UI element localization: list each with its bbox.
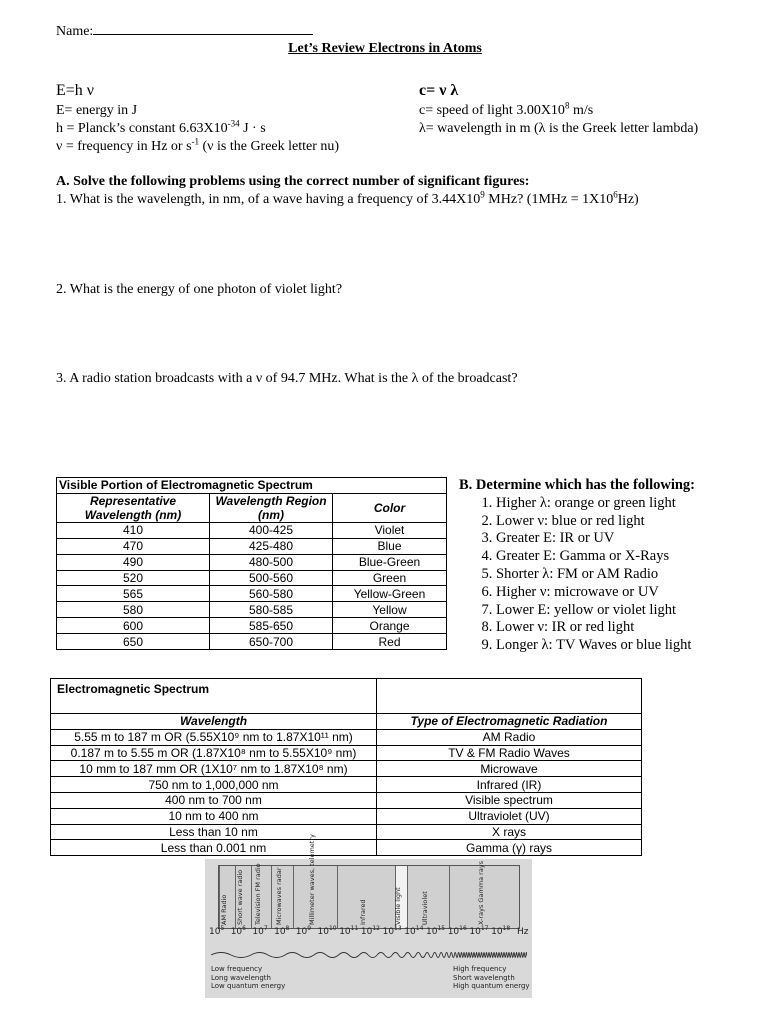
table-cell: Less than 0.001 nm xyxy=(51,840,377,856)
table-row xyxy=(51,824,642,840)
frequency-tick: $10^{15}$ xyxy=(426,925,446,937)
table-cell: 580-585 xyxy=(210,602,333,618)
table-cell: 490 xyxy=(57,554,210,570)
table-cell: 750 nm to 1,000,000 nm xyxy=(51,777,377,793)
section-b xyxy=(459,477,695,655)
frequency-tick: $10^{12}$ xyxy=(360,925,380,937)
frequency-tick: $10^{14}$ xyxy=(404,925,424,937)
name-field[interactable] xyxy=(56,22,313,40)
spectrum-band xyxy=(449,860,520,928)
table-cell: 5.55 m to 187 m OR (5.55X10⁹ nm to 1.87X10¹¹ nm) xyxy=(51,729,377,745)
wave-graphic xyxy=(211,947,527,963)
spectrum-band-label: Microwaves radar xyxy=(275,867,283,925)
spectrum-band xyxy=(235,866,252,928)
high-energy-label: Short wavelength xyxy=(453,973,515,982)
table-cell: Blue-Green xyxy=(333,554,447,570)
spectrum-band xyxy=(251,863,272,928)
visible-table-header: Wavelength Region (nm) xyxy=(210,493,333,522)
table-cell: 580 xyxy=(57,602,210,618)
visible-spectrum-table xyxy=(56,477,447,650)
energy-definition: E= energy in J xyxy=(56,103,138,118)
table-cell: Yellow xyxy=(333,602,447,618)
spectrum-band-label: X-rays Gamma rays xyxy=(477,860,485,925)
question-2: 2. What is the energy of one photon of violet light? xyxy=(56,282,343,297)
table-cell: 470 xyxy=(57,538,210,554)
speed-formula: c= ν λ xyxy=(419,82,459,99)
frequency-tick: $10^9$ xyxy=(295,925,312,937)
list-item: 8. Lower ν: IR or red light xyxy=(496,619,695,637)
table-row xyxy=(57,586,447,602)
list-item: 6. Higher ν: microwave or UV xyxy=(496,584,695,602)
table-row xyxy=(51,745,642,761)
low-energy-label: Long wavelength xyxy=(211,973,271,982)
speed-definition: c= speed of light $3.00X10^8$ m/s xyxy=(419,100,594,118)
spectrum-band-label: AM Radio xyxy=(220,894,228,925)
frequency-tick: $10^7$ xyxy=(252,925,268,937)
table-cell: 565 xyxy=(57,586,210,602)
frequency-tick: $10^{11}$ xyxy=(339,925,359,937)
unit-label: Hz xyxy=(517,927,529,937)
table-cell: Green xyxy=(333,570,447,586)
list-item: 7. Lower E: yellow or violet light xyxy=(496,602,695,620)
spectrum-band xyxy=(219,866,236,928)
table-cell: 400-425 xyxy=(210,522,333,538)
table-row xyxy=(57,538,447,554)
spectrum-band-label: Ultraviolet xyxy=(421,891,429,925)
visible-table-header: Color xyxy=(333,493,447,522)
table-cell: TV & FM Radio Waves xyxy=(377,745,642,761)
frequency-tick: $10^8$ xyxy=(274,925,290,937)
frequency-tick: $10^{17}$ xyxy=(469,925,489,937)
em-table-header: Wavelength xyxy=(51,714,377,730)
table-cell: 500-560 xyxy=(210,570,333,586)
table-cell: Gamma (γ) rays xyxy=(377,840,642,856)
table-cell: 10 mm to 187 mm OR (1X10⁷ nm to 1.87X10⁸ nm) xyxy=(51,761,377,777)
name-blank-line[interactable] xyxy=(93,22,313,35)
question-1: 1. What is the wavelength, in nm, of a wave having a frequency of $3.44X10^9$ MHz? $(1MHz = 1X10^6Hz)$ xyxy=(56,189,639,207)
name-label: Name: xyxy=(56,24,94,39)
list-item: 2. Lower ν: blue or red light xyxy=(496,513,695,531)
spectrum-band-label: Millimeter waves, telemetry xyxy=(308,834,316,925)
table-row xyxy=(57,570,447,586)
table-row xyxy=(57,522,447,538)
question-3: 3. A radio station broadcasts with a ν of 94.7 MHz. What is the λ of the broadcast? xyxy=(56,371,518,386)
table-cell: 410 xyxy=(57,522,210,538)
list-item: 5. Shorter λ: FM or AM Radio xyxy=(496,566,695,584)
table-row xyxy=(57,634,447,650)
table-cell: 520 xyxy=(57,570,210,586)
list-item: 3. Greater E: IR or UV xyxy=(496,530,695,548)
table-cell: Ultraviolet (UV) xyxy=(377,808,642,824)
table-cell: 425-480 xyxy=(210,538,333,554)
spectrum-band-label: Short wave radio xyxy=(236,869,244,925)
table-cell: X rays xyxy=(377,824,642,840)
spectrum-band xyxy=(337,866,396,928)
table-row xyxy=(51,777,642,793)
table-cell: Orange xyxy=(333,618,447,634)
table-cell: Visible spectrum xyxy=(377,792,642,808)
table-row xyxy=(51,729,642,745)
table-cell: 480-500 xyxy=(210,554,333,570)
table-cell: Violet xyxy=(333,522,447,538)
em-spectrum-table xyxy=(50,678,642,856)
table-cell: 560-580 xyxy=(210,586,333,602)
list-item: 1. Higher λ: orange or green light xyxy=(496,495,695,513)
table-row xyxy=(57,618,447,634)
frequency-tick: $10^{13}$ xyxy=(382,925,402,937)
table-cell: Red xyxy=(333,634,447,650)
frequency-tick: $10^6$ xyxy=(230,925,246,937)
low-energy-label: Low frequency xyxy=(211,965,263,973)
spectrum-band-label: Infrared xyxy=(359,899,367,925)
lambda-definition: λ= wavelength in m (λ is the Greek letter lambda) xyxy=(419,121,699,136)
table-cell: 10 nm to 400 nm xyxy=(51,808,377,824)
frequency-tick: $10^5$ xyxy=(209,925,225,937)
planck-definition: h = Planck’s constant $6.63X10^{-34}$ J · s xyxy=(56,118,266,136)
table-row xyxy=(51,792,642,808)
table-cell: 585-650 xyxy=(210,618,333,634)
table-cell: 600 xyxy=(57,618,210,634)
table-row xyxy=(51,840,642,856)
visible-table-caption: Visible Portion of Electromagnetic Spectrum xyxy=(57,478,447,494)
spectrum-band-label: Television FM radio xyxy=(254,863,262,925)
list-item: 9. Longer λ: TV Waves or blue light xyxy=(496,637,695,655)
spectrum-band-label: Visible light xyxy=(394,887,402,925)
table-cell: Yellow-Green xyxy=(333,586,447,602)
table-cell: Less than 10 nm xyxy=(51,824,377,840)
low-energy-labels xyxy=(211,965,285,991)
table-cell: Blue xyxy=(333,538,447,554)
spectrum-band xyxy=(407,866,450,928)
section-b-list xyxy=(459,495,695,655)
spectrum-band xyxy=(271,866,294,928)
table-cell: Microwave xyxy=(377,761,642,777)
high-energy-label: High quantum energy xyxy=(453,982,530,990)
table-row xyxy=(51,761,642,777)
em-table-caption: Electromagnetic Spectrum xyxy=(51,679,377,714)
table-cell: 0.187 m to 5.55 m OR (1.87X10⁸ nm to 5.55X10⁹ nm) xyxy=(51,745,377,761)
table-row xyxy=(51,808,642,824)
high-energy-label: High frequency xyxy=(453,965,507,973)
energy-formula: E=h ν xyxy=(56,82,95,99)
table-cell: Infrared (IR) xyxy=(377,777,642,793)
table-cell: AM Radio xyxy=(377,729,642,745)
table-cell: 650 xyxy=(57,634,210,650)
spectrum-band xyxy=(293,834,338,928)
visible-table-header: Representative Wavelength (nm) xyxy=(57,493,210,522)
frequency-tick: $10^{18}$ xyxy=(491,925,511,937)
frequency-definition: ν = frequency in Hz or $s^{-1}$ (ν is the Greek letter nu) xyxy=(56,136,340,154)
table-cell: 400 nm to 700 nm xyxy=(51,792,377,808)
low-energy-label: Low quantum energy xyxy=(211,982,286,990)
section-b-heading: B. Determine which has the following: xyxy=(459,477,696,493)
table-row xyxy=(57,602,447,618)
frequency-ticks xyxy=(209,927,529,949)
list-item: 4. Greater E: Gamma or X-Rays xyxy=(496,548,695,566)
table-row xyxy=(57,554,447,570)
frequency-tick: $10^{10}$ xyxy=(317,925,337,937)
section-a-heading: A. Solve the following problems using the correct number of significant figures: xyxy=(56,174,530,189)
page-title: Let’s Review Electrons in Atoms xyxy=(288,41,482,56)
em-table-header: Type of Electromagnetic Radiation xyxy=(377,714,642,730)
frequency-tick: $10^{16}$ xyxy=(447,925,467,937)
high-energy-labels xyxy=(453,965,530,991)
table-cell: 650-700 xyxy=(210,634,333,650)
em-table-caption-blank xyxy=(377,679,642,714)
